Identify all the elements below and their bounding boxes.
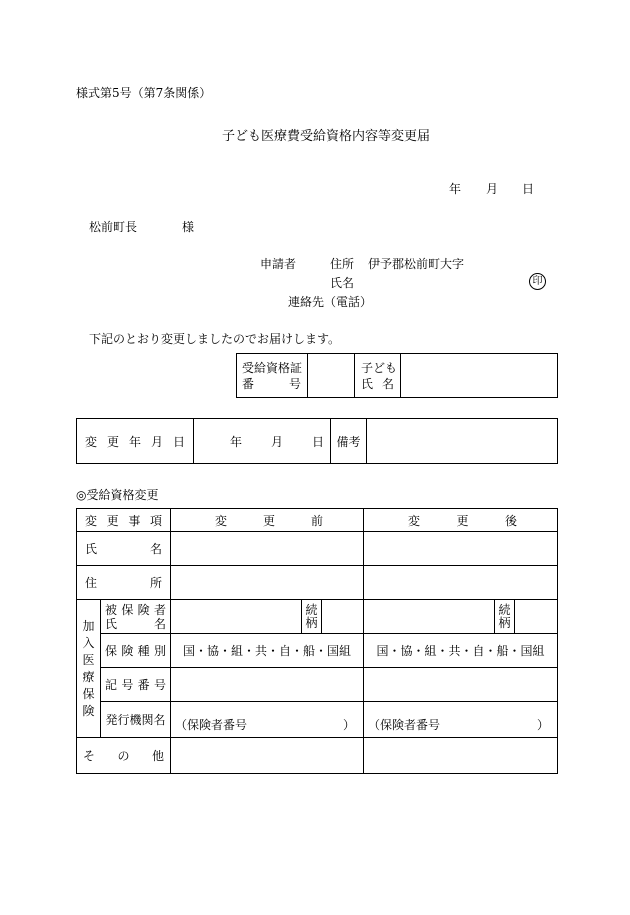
relation-before-field[interactable] xyxy=(322,600,364,634)
insurance-type-before-options[interactable]: 国・協・組・共・自・船・国組 xyxy=(171,634,364,668)
applicant-address-value: 伊予郡松前町大字 xyxy=(368,257,465,271)
issuer-before-field[interactable]: （保険者番号 ） xyxy=(171,702,364,738)
insurance-type-after-options[interactable]: 国・協・組・共・自・船・国組 xyxy=(364,634,558,668)
remarks-field[interactable] xyxy=(367,419,558,464)
insurance-group-label: 加 入 医 療 保 険 xyxy=(77,600,101,738)
row-address-label: 住 所 xyxy=(77,566,171,600)
address-after-field[interactable] xyxy=(364,566,558,600)
intro-text: 下記のとおり変更しましたのでお届けします。 xyxy=(89,332,341,346)
cert-number-field[interactable] xyxy=(308,354,355,398)
insured-name-label: 被 保 険 者 氏 名 xyxy=(101,600,171,634)
change-date-table xyxy=(76,418,558,464)
applicant-name-label: 氏名 xyxy=(330,276,355,290)
section-title: ◎受給資格変更 xyxy=(76,488,159,502)
other-after-field[interactable] xyxy=(364,738,558,774)
change-date-label: 変 更 年 月 日 xyxy=(77,419,194,464)
change-date-field[interactable]: 年 月 日 xyxy=(194,419,331,464)
date-month: 月 xyxy=(486,182,499,196)
date-year: 年 xyxy=(449,182,462,196)
addressee-name: 松前町長 xyxy=(89,220,138,234)
insured-name-before-field[interactable] xyxy=(171,600,302,634)
applicant-contact-label: 連絡先（電話） xyxy=(288,295,373,309)
name-before-field[interactable] xyxy=(171,532,364,566)
other-before-field[interactable] xyxy=(171,738,364,774)
addressee-honorific: 様 xyxy=(182,220,195,234)
symbol-number-label: 記 号 番 号 xyxy=(101,668,171,702)
symbol-number-before-field[interactable] xyxy=(171,668,364,702)
header-after: 変 更 後 xyxy=(364,509,558,532)
insured-name-after-field[interactable] xyxy=(364,600,495,634)
name-after-field[interactable] xyxy=(364,532,558,566)
applicant-address-label: 住所 xyxy=(330,257,355,271)
child-name-field[interactable] xyxy=(401,354,558,398)
date-day: 日 xyxy=(522,182,535,196)
header-before: 変 更 前 xyxy=(171,509,364,532)
relation-before-label: 続 柄 xyxy=(302,600,322,634)
header-item: 変 更 事 項 xyxy=(77,509,171,532)
other-label: そ の 他 xyxy=(77,738,171,774)
cert-number-label: 受給資格証 番 号 xyxy=(237,354,308,398)
applicant-label: 申請者 xyxy=(260,257,297,271)
address-before-field[interactable] xyxy=(171,566,364,600)
page-title: 子ども医療費受給資格内容等変更届 xyxy=(222,129,431,144)
insurance-type-label: 保 険 種 別 xyxy=(101,634,171,668)
relation-after-field[interactable] xyxy=(515,600,558,634)
change-details-table xyxy=(76,508,558,774)
seal-icon: 印 xyxy=(529,273,546,290)
relation-after-label: 続 柄 xyxy=(495,600,515,634)
id-table xyxy=(236,353,558,398)
issuer-label: 発行機関名 xyxy=(101,702,171,738)
seal-mark xyxy=(529,273,546,290)
issuer-after-field[interactable]: （保険者番号 ） xyxy=(364,702,558,738)
remarks-label: 備考 xyxy=(331,419,367,464)
symbol-number-after-field[interactable] xyxy=(364,668,558,702)
child-name-label: 子ども 氏 名 xyxy=(355,354,401,398)
row-name-label: 氏 名 xyxy=(77,532,171,566)
form-number: 様式第5号（第7条関係） xyxy=(76,86,212,100)
